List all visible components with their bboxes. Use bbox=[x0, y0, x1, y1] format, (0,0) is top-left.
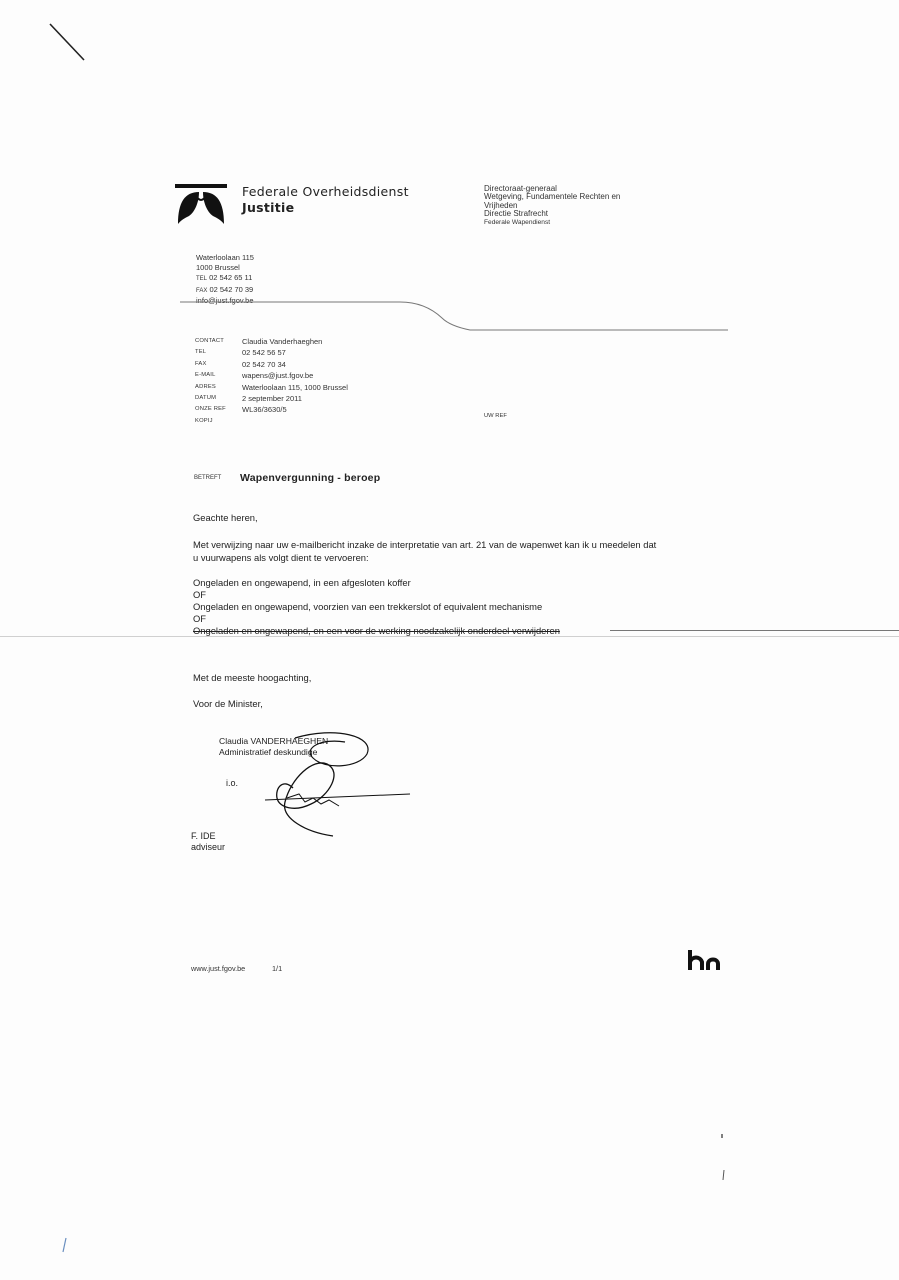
directorate-line: Vrijheden bbox=[484, 200, 518, 210]
subject-value: Wapenvergunning - beroep bbox=[240, 472, 381, 484]
contact-label: KOPIJ bbox=[195, 417, 213, 424]
header-rule bbox=[180, 296, 730, 340]
tel-label: TEL bbox=[196, 276, 208, 283]
contact-row bbox=[195, 360, 348, 371]
address-tel: 02 542 65 11 bbox=[209, 273, 253, 283]
contact-value: Claudia Vanderhaeghen bbox=[242, 337, 323, 346]
contact-label: TEL bbox=[195, 349, 207, 356]
directorate-block bbox=[484, 185, 620, 227]
contact-row bbox=[195, 348, 348, 359]
org-line-1: Federale Overheidsdienst bbox=[242, 184, 409, 199]
contact-label: ONZE REF bbox=[195, 406, 226, 413]
contact-value: wapens@just.fgov.be bbox=[242, 371, 314, 381]
scan-speck bbox=[60, 1236, 70, 1256]
contact-label: ADRES bbox=[195, 383, 216, 390]
contact-row bbox=[195, 405, 348, 416]
org-line-2: Justitie bbox=[242, 200, 295, 215]
scan-mark bbox=[48, 22, 88, 64]
fold-line-dark bbox=[610, 630, 899, 631]
option-item: Ongeladen en ongewapend, en een voor de werking noodzakelijk onderdeel verwijderen bbox=[193, 625, 560, 636]
signatory-title: Administratief deskundige bbox=[219, 746, 318, 757]
page-number: 1/1 bbox=[272, 964, 283, 973]
contact-label: DATUM bbox=[195, 394, 217, 401]
contact-value: 02 542 70 34 bbox=[242, 359, 286, 369]
signatory-name: Claudia VANDERHAEGHEN bbox=[219, 736, 329, 746]
contact-value: Waterloolaan 115, 1000 Brussel bbox=[242, 382, 348, 392]
contact-row bbox=[195, 337, 348, 348]
signatory-io: i.o. bbox=[226, 778, 239, 788]
adviser-name: F. IDE bbox=[191, 831, 216, 841]
contact-value: 2 september 2011 bbox=[242, 393, 302, 403]
organization-name bbox=[242, 184, 409, 216]
fax-label: FAX bbox=[196, 287, 208, 294]
adviser-title: adviseur bbox=[191, 842, 226, 852]
be-logo bbox=[686, 948, 722, 972]
option-separator: OF bbox=[193, 613, 207, 624]
subject-label: BETREFT bbox=[194, 475, 222, 481]
contact-label: FAX bbox=[195, 360, 207, 367]
transport-options bbox=[193, 577, 560, 637]
adviser-block bbox=[191, 831, 225, 853]
contact-row bbox=[195, 383, 348, 394]
address-fax: 02 542 70 39 bbox=[209, 284, 254, 294]
contact-row bbox=[195, 394, 348, 405]
directorate-line: Directie Strafrecht bbox=[484, 209, 549, 219]
contact-label: CONTACT bbox=[195, 338, 224, 344]
directorate-line: Directoraat-generaal bbox=[484, 184, 557, 193]
closing: Met de meeste hoogachting, bbox=[193, 672, 312, 683]
handwritten-signature bbox=[255, 728, 415, 840]
your-reference-label: UW REF bbox=[484, 413, 507, 419]
address-email: info@just.fgov.be bbox=[196, 295, 254, 305]
directorate-line: Wetgeving, Fundamentele Rechten en bbox=[484, 192, 621, 202]
contact-row bbox=[195, 371, 348, 382]
justice-logo bbox=[175, 184, 227, 224]
address-city: 1000 Brussel bbox=[196, 263, 240, 273]
for-minister: Voor de Minister, bbox=[193, 698, 263, 709]
contact-value: 02 542 56 57 bbox=[242, 348, 286, 358]
contact-row bbox=[195, 417, 348, 428]
contact-value: WL36/3630/5 bbox=[242, 405, 287, 415]
option-separator: OF bbox=[193, 589, 207, 600]
salutation: Geachte heren, bbox=[193, 512, 258, 523]
address-street: Waterloolaan 115 bbox=[196, 253, 254, 262]
footer-url: www.just.fgov.be bbox=[191, 964, 246, 973]
contact-label: E-MAIL bbox=[195, 372, 216, 379]
directorate-line: Federale Wapendienst bbox=[484, 218, 551, 226]
body-paragraph: Met verwijzing naar uw e-mailbericht inzake de interpretatie van art. 21 van de wapenwet kan ik u meedelen dat u vuurwapens als volgt dient te vervoeren: bbox=[193, 539, 657, 563]
contact-value bbox=[242, 417, 348, 428]
contact-block bbox=[195, 337, 348, 428]
option-item: Ongeladen en ongewapend, in een afgesloten koffer bbox=[193, 577, 411, 588]
option-item: Ongeladen en ongewapend, voorzien van een trekkerslot of equivalent mechanisme bbox=[193, 601, 543, 612]
scan-specks bbox=[720, 1130, 730, 1190]
